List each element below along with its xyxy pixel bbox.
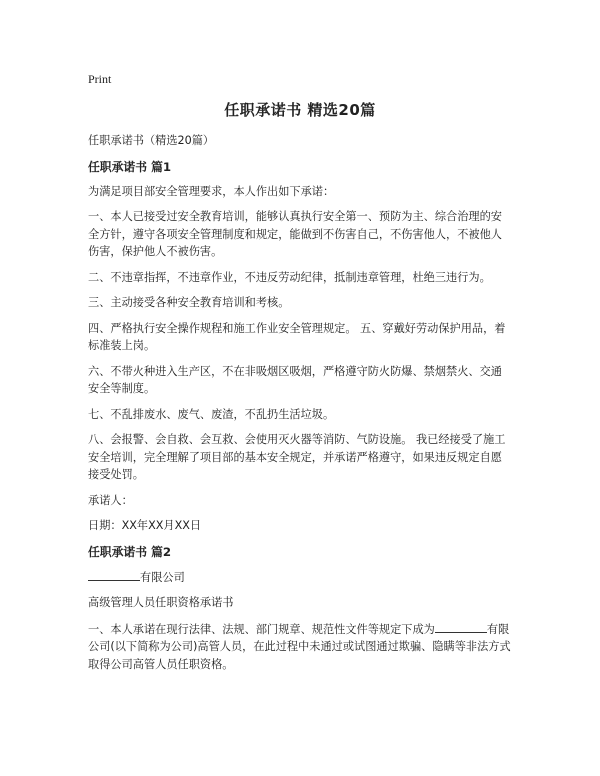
section-2-item-1 bbox=[88, 620, 512, 674]
section-1-item-7: 八、会报警、会自救、会互救、会使用灭火器等消防、气防设施。 我已经接受了施工安全培训，完全理解了项目部的基本安全规定，并承诺严格遵守，如果违反规定自愿接受处罚。 bbox=[88, 433, 506, 481]
company-name-line bbox=[88, 568, 512, 587]
section-2-heading: 任职承诺书 篇2 bbox=[88, 544, 172, 559]
company-fill-blank bbox=[435, 620, 487, 633]
section-1-intro: 为满足项目部安全管理要求，本人作出如下承诺： bbox=[88, 184, 335, 198]
section-1-item-2: 二、不违章指挥，不违章作业，不违反劳动纪律，抵制违章管理，杜绝三违行为。 bbox=[88, 270, 491, 284]
section-1-item-5: 六、不带火种进入生产区，不在非吸烟区吸烟，严格遵守防火防爆、禁烟禁火、交通安全等制度。 bbox=[88, 364, 502, 395]
section-1-item-1: 一、本人已接受过安全教育培训，能够认真执行安全第一、预防为主、综合治理的安全方针，遵守各项安全管理制度和规定，能做到不伤害自己，不伤害他人，不被他人伤害，保护他人不被伤害。 bbox=[88, 210, 502, 258]
section-1-item-4: 四、严格执行安全操作规程和施工作业安全管理规定。 五、穿戴好劳动保护用品，着标准装上岗。 bbox=[88, 321, 506, 352]
section-1-item-6: 七、不乱排废水、废气、废渣，不乱扔生活垃圾。 bbox=[88, 407, 335, 421]
section-2-item-1-part2: 有限公司(以下简称为公司)高管人员，在此过程中未通过或试图通过欺骗、隐瞒等非法方式取得公司高管人员任职资格。 bbox=[88, 622, 511, 671]
document-title: 任职承诺书 精选20篇 bbox=[224, 101, 376, 119]
section-1-heading: 任职承诺书 篇1 bbox=[88, 159, 172, 174]
company-name-blank bbox=[88, 568, 140, 581]
section-2-item-1-part1: 一、本人承诺在现行法律、法规、部门规章、规范性文件等规定下成为 bbox=[88, 622, 435, 636]
print-label: Print bbox=[88, 72, 112, 86]
company-suffix: 有限公司 bbox=[140, 570, 185, 584]
signer-label: 承诺人： bbox=[88, 493, 133, 507]
document-subtitle: 任职承诺书（精选20篇） bbox=[88, 134, 215, 147]
section-1-item-3: 三、主动接受各种安全教育培训和考核。 bbox=[88, 296, 290, 309]
date-line: 日期：XX年XX月XX日 bbox=[88, 519, 202, 532]
section-2-subheading: 高级管理人员任职资格承诺书 bbox=[88, 596, 234, 609]
